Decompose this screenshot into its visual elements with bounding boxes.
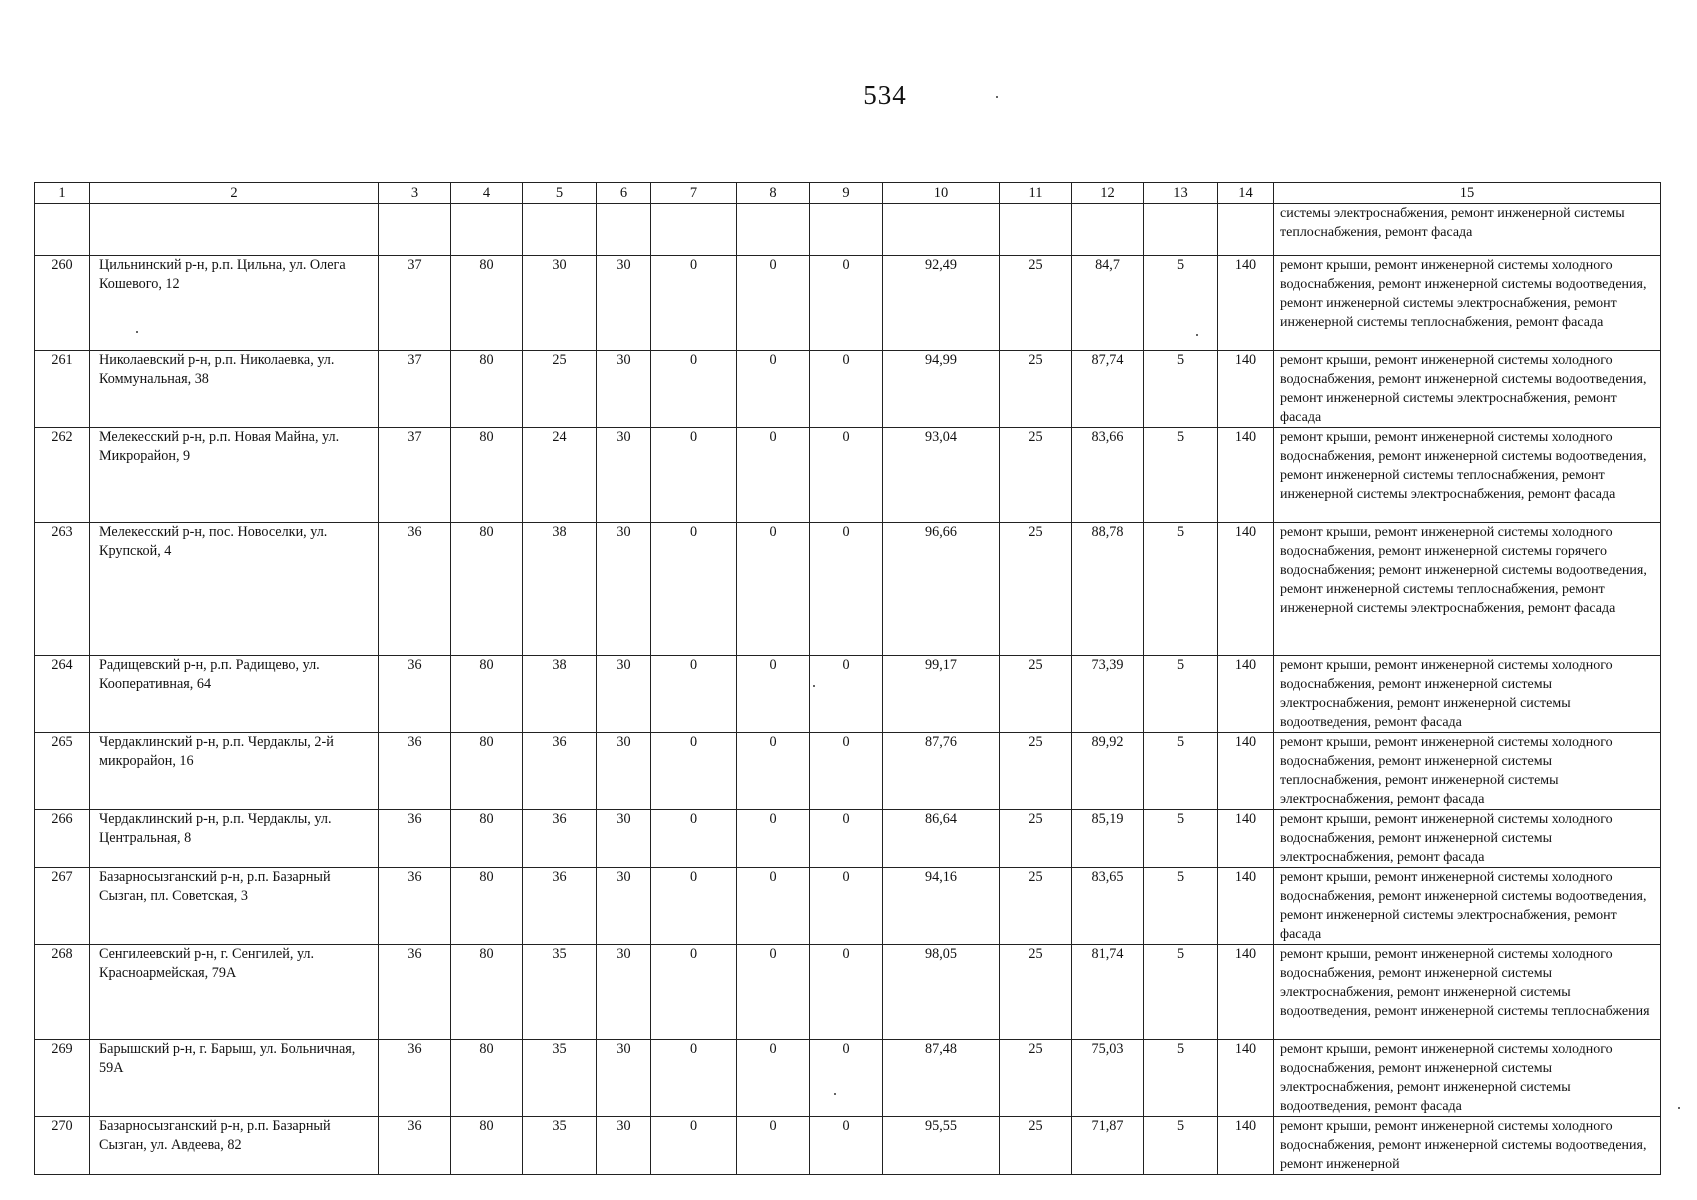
works-cell: ремонт крыши, ремонт инженерной системы холодного водоснабжения, ремонт инженерной системы водоотведения, ремонт инженерной системы электроснабжения, ремонт фасада [1274, 351, 1661, 428]
value-cell: 30 [597, 733, 651, 810]
value-cell: 36 [523, 733, 597, 810]
column-header: 4 [451, 183, 523, 204]
works-cell: ремонт крыши, ремонт инженерной системы холодного водоснабжения, ремонт инженерной системы теплоснабжения, ремонт инженерной системы электроснабжения, ремонт фасада [1274, 733, 1661, 810]
value-cell: 80 [451, 945, 523, 1040]
value-cell: 0 [651, 1040, 737, 1117]
value-cell: 25 [1000, 1117, 1072, 1175]
value-cell: 96,66 [883, 523, 1000, 656]
column-header: 11 [1000, 183, 1072, 204]
row-number: 261 [35, 351, 90, 428]
value-cell: 86,64 [883, 810, 1000, 868]
column-header: 2 [90, 183, 379, 204]
value-cell: 85,19 [1072, 810, 1144, 868]
table-row [35, 810, 1661, 868]
value-cell: 0 [737, 656, 810, 733]
table-row [35, 523, 1661, 656]
value-cell: 37 [379, 351, 451, 428]
table-row [35, 204, 1661, 256]
value-cell: 87,74 [1072, 351, 1144, 428]
value-cell: 0 [810, 656, 883, 733]
value-cell [451, 204, 523, 256]
value-cell: 83,66 [1072, 428, 1144, 523]
value-cell: 89,92 [1072, 733, 1144, 810]
column-header: 14 [1218, 183, 1274, 204]
value-cell: 30 [597, 351, 651, 428]
value-cell: 5 [1144, 945, 1218, 1040]
value-cell: 87,76 [883, 733, 1000, 810]
works-cell: ремонт крыши, ремонт инженерной системы холодного водоснабжения, ремонт инженерной системы горячего водоснабжения; ремонт инженерной системы водоотведения, ремонт инженерной системы теплоснабжения, ремонт инженерной системы электроснабжения, ремонт фасада [1274, 523, 1661, 656]
value-cell: 36 [379, 523, 451, 656]
value-cell: 30 [597, 428, 651, 523]
value-cell: 140 [1218, 945, 1274, 1040]
column-header: 10 [883, 183, 1000, 204]
column-header: 15 [1274, 183, 1661, 204]
value-cell: 140 [1218, 1117, 1274, 1175]
address-cell: Барышский р-н, г. Барыш, ул. Больничная, 59А [90, 1040, 379, 1117]
column-header: 5 [523, 183, 597, 204]
value-cell: 37 [379, 428, 451, 523]
row-number: 267 [35, 868, 90, 945]
value-cell: 0 [810, 868, 883, 945]
row-number: 269 [35, 1040, 90, 1117]
value-cell: 73,39 [1072, 656, 1144, 733]
page-number: 534 [863, 80, 907, 110]
value-cell: 140 [1218, 428, 1274, 523]
value-cell: 0 [651, 810, 737, 868]
works-cell: ремонт крыши, ремонт инженерной системы холодного водоснабжения, ремонт инженерной системы водоотведения, ремонт инженерной системы теплоснабжения, ремонт инженерной системы электроснабжения, ремонт фасада [1274, 428, 1661, 523]
value-cell: 93,04 [883, 428, 1000, 523]
value-cell [1072, 204, 1144, 256]
value-cell: 5 [1144, 868, 1218, 945]
works-cell: ремонт крыши, ремонт инженерной системы холодного водоснабжения, ремонт инженерной системы водоотведения, ремонт инженерной системы электроснабжения, ремонт фасада [1274, 868, 1661, 945]
column-number-row [35, 183, 1661, 204]
value-cell: 0 [737, 733, 810, 810]
value-cell: 99,17 [883, 656, 1000, 733]
value-cell [523, 204, 597, 256]
value-cell [1000, 204, 1072, 256]
value-cell [379, 204, 451, 256]
table-row [35, 656, 1661, 733]
row-number [35, 204, 90, 256]
value-cell: 36 [523, 868, 597, 945]
value-cell: 5 [1144, 656, 1218, 733]
value-cell: 0 [737, 1117, 810, 1175]
value-cell: 80 [451, 428, 523, 523]
value-cell: 140 [1218, 351, 1274, 428]
value-cell: 0 [810, 428, 883, 523]
address-cell: Мелекесский р-н, р.п. Новая Майна, ул. Микрорайон, 9 [90, 428, 379, 523]
value-cell: 0 [651, 945, 737, 1040]
value-cell: 80 [451, 523, 523, 656]
value-cell: 38 [523, 523, 597, 656]
value-cell: 0 [810, 523, 883, 656]
value-cell [883, 204, 1000, 256]
column-header: 6 [597, 183, 651, 204]
value-cell: 25 [1000, 428, 1072, 523]
value-cell: 5 [1144, 256, 1218, 351]
value-cell: 5 [1144, 1040, 1218, 1117]
value-cell: 0 [651, 656, 737, 733]
value-cell: 30 [597, 523, 651, 656]
value-cell: 36 [379, 656, 451, 733]
column-header: 3 [379, 183, 451, 204]
value-cell: 35 [523, 1040, 597, 1117]
value-cell: 0 [810, 351, 883, 428]
value-cell: 36 [379, 1117, 451, 1175]
value-cell: 30 [597, 1040, 651, 1117]
table-row [35, 1117, 1661, 1175]
value-cell: 0 [810, 945, 883, 1040]
row-number: 270 [35, 1117, 90, 1175]
value-cell: 80 [451, 1117, 523, 1175]
value-cell: 0 [810, 733, 883, 810]
address-cell: Цильнинский р-н, р.п. Цильна, ул. Олега Кошевого, 12 [90, 256, 379, 351]
value-cell [810, 204, 883, 256]
value-cell: 38 [523, 656, 597, 733]
value-cell: 30 [597, 256, 651, 351]
value-cell: 5 [1144, 523, 1218, 656]
address-cell [90, 204, 379, 256]
value-cell: 36 [379, 733, 451, 810]
table-row [35, 868, 1661, 945]
value-cell: 25 [1000, 656, 1072, 733]
value-cell: 25 [1000, 1040, 1072, 1117]
value-cell: 25 [523, 351, 597, 428]
value-cell: 5 [1144, 351, 1218, 428]
scan-speck [813, 685, 815, 687]
value-cell: 80 [451, 351, 523, 428]
value-cell: 0 [737, 810, 810, 868]
table-row [35, 428, 1661, 523]
value-cell: 80 [451, 1040, 523, 1117]
value-cell: 0 [651, 868, 737, 945]
row-number: 262 [35, 428, 90, 523]
works-cell: системы электроснабжения, ремонт инженерной системы теплоснабжения, ремонт фасада [1274, 204, 1661, 256]
works-cell: ремонт крыши, ремонт инженерной системы холодного водоснабжения, ремонт инженерной системы водоотведения, ремонт инженерной системы электроснабжения, ремонт инженерной системы теплоснабжения, ремонт фасада [1274, 256, 1661, 351]
value-cell: 0 [651, 733, 737, 810]
table-row [35, 733, 1661, 810]
value-cell: 25 [1000, 868, 1072, 945]
address-cell: Николаевский р-н, р.п. Николаевка, ул. Коммунальная, 38 [90, 351, 379, 428]
table-row [35, 351, 1661, 428]
works-cell: ремонт крыши, ремонт инженерной системы холодного водоснабжения, ремонт инженерной системы электроснабжения, ремонт фасада [1274, 810, 1661, 868]
value-cell: 25 [1000, 256, 1072, 351]
value-cell: 80 [451, 656, 523, 733]
scan-speck [1196, 334, 1198, 336]
value-cell: 87,48 [883, 1040, 1000, 1117]
scan-speck [834, 1093, 836, 1095]
value-cell: 71,87 [1072, 1117, 1144, 1175]
value-cell: 35 [523, 945, 597, 1040]
value-cell: 25 [1000, 810, 1072, 868]
value-cell: 25 [1000, 945, 1072, 1040]
address-cell: Мелекесский р-н, пос. Новоселки, ул. Крупской, 4 [90, 523, 379, 656]
address-cell: Чердаклинский р-н, р.п. Чердаклы, ул. Центральная, 8 [90, 810, 379, 868]
value-cell: 81,74 [1072, 945, 1144, 1040]
value-cell: 0 [810, 256, 883, 351]
column-header: 7 [651, 183, 737, 204]
value-cell: 36 [523, 810, 597, 868]
value-cell: 0 [737, 1040, 810, 1117]
value-cell [1144, 204, 1218, 256]
value-cell: 37 [379, 256, 451, 351]
address-cell: Сенгилеевский р-н, г. Сенгилей, ул. Красноармейская, 79А [90, 945, 379, 1040]
scan-speck [1678, 1107, 1680, 1109]
value-cell: 0 [651, 1117, 737, 1175]
row-number: 260 [35, 256, 90, 351]
value-cell: 30 [597, 1117, 651, 1175]
value-cell: 35 [523, 1117, 597, 1175]
table-row [35, 945, 1661, 1040]
value-cell: 0 [737, 523, 810, 656]
value-cell: 5 [1144, 733, 1218, 810]
repair-program-table-container [34, 182, 1660, 1175]
scan-speck [136, 331, 138, 333]
value-cell [737, 204, 810, 256]
works-cell: ремонт крыши, ремонт инженерной системы холодного водоснабжения, ремонт инженерной системы электроснабжения, ремонт инженерной системы водоотведения, ремонт фасада [1274, 1040, 1661, 1117]
value-cell: 30 [597, 945, 651, 1040]
row-number: 266 [35, 810, 90, 868]
scan-speck [996, 96, 998, 98]
value-cell: 0 [651, 351, 737, 428]
address-cell: Чердаклинский р-н, р.п. Чердаклы, 2-й микрорайон, 16 [90, 733, 379, 810]
column-header: 12 [1072, 183, 1144, 204]
address-cell: Радищевский р-н, р.п. Радищево, ул. Кооперативная, 64 [90, 656, 379, 733]
table-row [35, 256, 1661, 351]
value-cell: 0 [737, 945, 810, 1040]
repair-program-table [34, 182, 1661, 1175]
column-header: 1 [35, 183, 90, 204]
row-number: 263 [35, 523, 90, 656]
value-cell: 140 [1218, 1040, 1274, 1117]
value-cell: 140 [1218, 523, 1274, 656]
value-cell: 80 [451, 810, 523, 868]
value-cell: 36 [379, 868, 451, 945]
column-header: 9 [810, 183, 883, 204]
row-number: 264 [35, 656, 90, 733]
value-cell: 0 [810, 1040, 883, 1117]
table-body [35, 183, 1661, 1175]
value-cell: 30 [523, 256, 597, 351]
value-cell: 0 [810, 1117, 883, 1175]
value-cell: 36 [379, 810, 451, 868]
value-cell: 94,99 [883, 351, 1000, 428]
address-cell: Базарносызганский р-н, р.п. Базарный Сызган, пл. Советская, 3 [90, 868, 379, 945]
value-cell: 0 [737, 256, 810, 351]
value-cell: 24 [523, 428, 597, 523]
value-cell: 30 [597, 868, 651, 945]
value-cell: 25 [1000, 523, 1072, 656]
value-cell: 95,55 [883, 1117, 1000, 1175]
value-cell: 94,16 [883, 868, 1000, 945]
value-cell: 80 [451, 868, 523, 945]
value-cell [597, 204, 651, 256]
value-cell [1218, 204, 1274, 256]
value-cell: 36 [379, 945, 451, 1040]
value-cell: 30 [597, 810, 651, 868]
value-cell: 5 [1144, 810, 1218, 868]
works-cell: ремонт крыши, ремонт инженерной системы холодного водоснабжения, ремонт инженерной системы электроснабжения, ремонт инженерной системы водоотведения, ремонт фасада [1274, 656, 1661, 733]
value-cell: 0 [737, 351, 810, 428]
value-cell: 5 [1144, 428, 1218, 523]
value-cell: 140 [1218, 656, 1274, 733]
value-cell: 36 [379, 1040, 451, 1117]
row-number: 265 [35, 733, 90, 810]
address-cell: Базарносызганский р-н, р.п. Базарный Сызган, ул. Авдеева, 82 [90, 1117, 379, 1175]
value-cell: 140 [1218, 256, 1274, 351]
value-cell: 25 [1000, 733, 1072, 810]
value-cell: 5 [1144, 1117, 1218, 1175]
value-cell: 0 [737, 428, 810, 523]
column-header: 13 [1144, 183, 1218, 204]
value-cell: 140 [1218, 810, 1274, 868]
column-header: 8 [737, 183, 810, 204]
value-cell: 140 [1218, 868, 1274, 945]
value-cell: 30 [597, 656, 651, 733]
value-cell: 83,65 [1072, 868, 1144, 945]
value-cell: 0 [651, 428, 737, 523]
works-cell: ремонт крыши, ремонт инженерной системы холодного водоснабжения, ремонт инженерной системы водоотведения, ремонт инженерной [1274, 1117, 1661, 1175]
value-cell: 80 [451, 256, 523, 351]
value-cell: 88,78 [1072, 523, 1144, 656]
value-cell [651, 204, 737, 256]
value-cell: 25 [1000, 351, 1072, 428]
value-cell: 80 [451, 733, 523, 810]
table-row [35, 1040, 1661, 1117]
value-cell: 84,7 [1072, 256, 1144, 351]
value-cell: 0 [737, 868, 810, 945]
value-cell: 0 [651, 523, 737, 656]
value-cell: 75,03 [1072, 1040, 1144, 1117]
value-cell: 0 [810, 810, 883, 868]
value-cell: 140 [1218, 733, 1274, 810]
value-cell: 92,49 [883, 256, 1000, 351]
value-cell: 98,05 [883, 945, 1000, 1040]
row-number: 268 [35, 945, 90, 1040]
works-cell: ремонт крыши, ремонт инженерной системы холодного водоснабжения, ремонт инженерной системы электроснабжения, ремонт инженерной системы водоотведения, ремонт инженерной системы теплоснабжения [1274, 945, 1661, 1040]
value-cell: 0 [651, 256, 737, 351]
